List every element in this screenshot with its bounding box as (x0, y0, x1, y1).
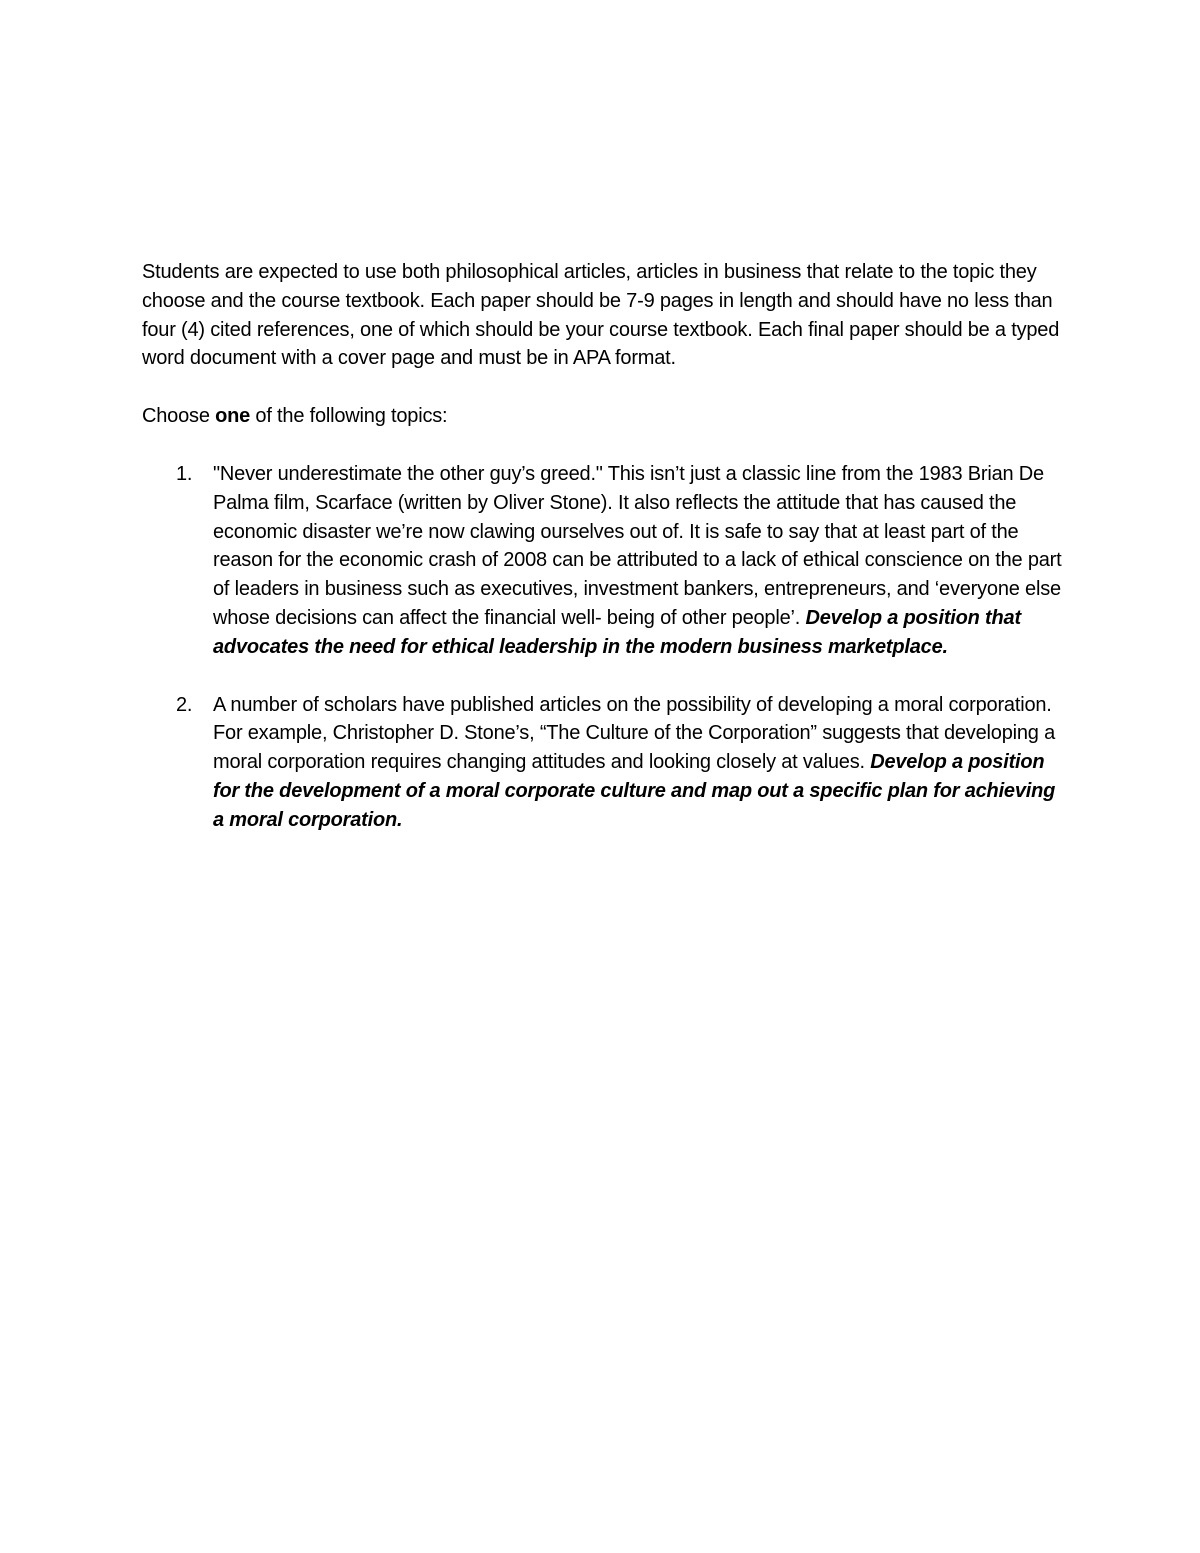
intro-paragraph: Students are expected to use both philosophical articles, articles in business that relate to the topic they choose and the course textbook. Each paper should be 7-9 pages in length and should have no less than four (4) cited references, one of which should be your course textbook. Each final paper should be a typed word document with a cover page and must be in APA format. (142, 261, 1060, 370)
topic-body: A number of scholars have published articles on the possibility of developing a moral corporation. For example, Christopher D. Stone’s, “The Culture of the Corporation” suggests that developing a moral corporation requires changing attitudes and looking closely at values. (213, 693, 1055, 774)
topic-item-2 (142, 691, 1062, 835)
topic-item-1 (142, 460, 1062, 662)
topic-task: Develop a position that advocates the need for ethical leadership in the modern business marketplace. (213, 606, 1021, 658)
choose-emphasis: one (215, 405, 251, 428)
topic-list (142, 460, 1062, 835)
choose-text-before: Choose (142, 405, 216, 428)
choose-instruction (142, 402, 1062, 431)
topic-task: Develop a position for the development of a moral corporate culture and map out a specific plan for achieving a moral corporation. (213, 751, 1056, 831)
topic-number: 1. (176, 462, 193, 485)
topic-number: 2. (176, 693, 193, 716)
choose-text-after: of the following topics: (250, 405, 448, 428)
topic-body: "Never underestimate the other guy’s greed." This isn’t just a classic line from the 1983 Brian De Palma film, Scarface (written by Oliver Stone). It also reflects the attitude that has caused the economic disaster we’re now clawing ourselves out of. It is safe to say that at least part of the reason for the economic crash of 2008 can be attributed to a lack of ethical conscience on the part of leaders in business such as executives, investment bankers, entrepreneurs, and ‘everyone else whose decisions can affect the financial well- being of other people’. (213, 462, 1062, 629)
document-body (142, 258, 1062, 864)
